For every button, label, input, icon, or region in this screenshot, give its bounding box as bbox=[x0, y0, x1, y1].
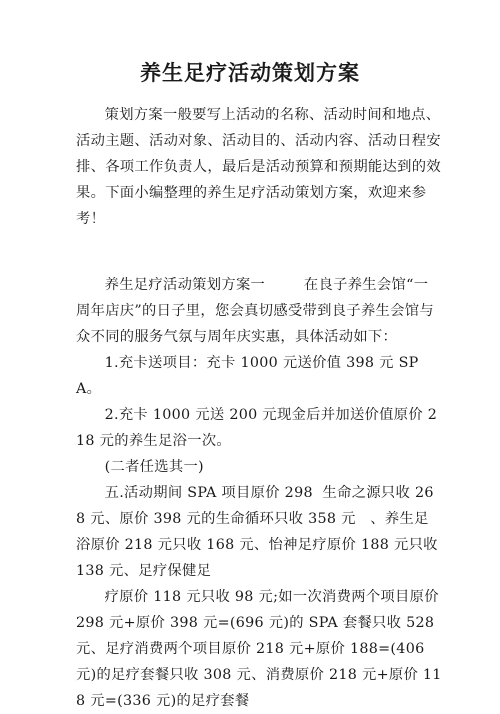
intro-paragraph: 策划方案一般要写上活动的名称、活动时间和地点、活动主题、活动对象、活动目的、活动内容、活动日程安排、各项工作负责人，最后是活动预算和预期能达到的效果。下面小编整理的养生足疗活动策划方案，欢迎来参考！ bbox=[76, 107, 441, 227]
body-paragraph-1: 养生足疗活动策划方案一 在良子养生会馆“一周年店庆”的日子里，您会真切感受带到良子养生会馆与众不同的服务气氛与周年庆实惠，具体活动如下： bbox=[76, 277, 434, 345]
section-gap bbox=[76, 232, 442, 272]
document-title: 养生足疗活动策划方案 bbox=[140, 60, 360, 85]
body-paragraph-5: 五.活动期间 SPA 项目原价 298 生命之源只收 268 元、原价 398 元的生命循环只收 358 元 、养生足浴原价 218 元只收 168 元、怡神足疗原价 188 元只收 138 元、足疗保健足 bbox=[76, 485, 443, 579]
body-paragraph-6: 疗原价 118 元只收 98 元;如一次消费两个项目原价 298 元+原价 398 元=(696 元)的 SPA 套餐只收 528 元、足疗消费两个项目原价 218 元+原价 188=(406 元)的足疗套餐只收 308 元、消费原价 218 元+原价 118 元=(336 元)的足疗套餐 bbox=[76, 589, 444, 709]
body-paragraph-4: (二者任选其一) bbox=[104, 459, 204, 475]
body-paragraph-2: 1.充卡送项目：充卡 1000 元送价值 398 元 SPA。 bbox=[76, 355, 419, 397]
body-paragraph-3: 2.充卡 1000 元送 200 元现金后并加送价值原价 218 元的养生足浴一次。 bbox=[76, 407, 438, 449]
